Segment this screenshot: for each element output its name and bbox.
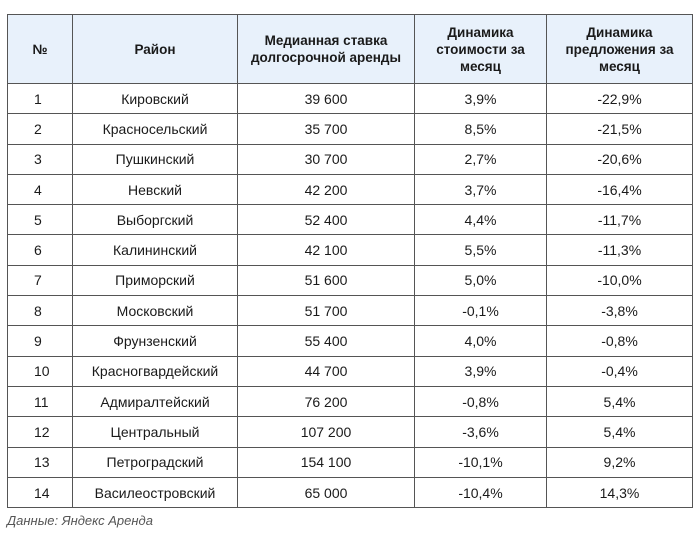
cell-supply-dynamics: -16,4% <box>547 174 693 204</box>
cell-price-dynamics: 5,5% <box>415 235 547 265</box>
cell-num: 2 <box>8 114 73 144</box>
cell-median-rate: 55 400 <box>238 326 415 356</box>
table-row <box>8 477 693 507</box>
cell-num: 12 <box>8 417 73 447</box>
table-body <box>8 84 693 508</box>
cell-median-rate: 39 600 <box>238 84 415 114</box>
cell-supply-dynamics: -10,0% <box>547 265 693 295</box>
cell-median-rate: 51 600 <box>238 265 415 295</box>
cell-median-rate: 42 200 <box>238 174 415 204</box>
cell-num: 11 <box>8 386 73 416</box>
cell-supply-dynamics: -11,3% <box>547 235 693 265</box>
cell-supply-dynamics: -0,4% <box>547 356 693 386</box>
cell-median-rate: 65 000 <box>238 477 415 507</box>
cell-price-dynamics: 3,9% <box>415 84 547 114</box>
cell-median-rate: 52 400 <box>238 205 415 235</box>
cell-num: 9 <box>8 326 73 356</box>
table-row <box>8 296 693 326</box>
cell-district: Кировский <box>73 84 238 114</box>
cell-district: Красногвардейский <box>73 356 238 386</box>
cell-district: Приморский <box>73 265 238 295</box>
cell-supply-dynamics: 5,4% <box>547 417 693 447</box>
table-row <box>8 356 693 386</box>
cell-district: Василеостровский <box>73 477 238 507</box>
cell-num: 3 <box>8 144 73 174</box>
source-caption: Данные: Яндекс Аренда <box>7 513 153 528</box>
header-row <box>8 15 693 84</box>
table-row <box>8 265 693 295</box>
cell-median-rate: 44 700 <box>238 356 415 386</box>
cell-num: 13 <box>8 447 73 477</box>
cell-district: Пушкинский <box>73 144 238 174</box>
table-row <box>8 235 693 265</box>
cell-district: Выборгский <box>73 205 238 235</box>
cell-median-rate: 42 100 <box>238 235 415 265</box>
cell-supply-dynamics: 9,2% <box>547 447 693 477</box>
cell-district: Московский <box>73 296 238 326</box>
cell-num: 6 <box>8 235 73 265</box>
cell-price-dynamics: -10,1% <box>415 447 547 477</box>
cell-price-dynamics: -0,8% <box>415 386 547 416</box>
table-row <box>8 114 693 144</box>
cell-price-dynamics: 8,5% <box>415 114 547 144</box>
cell-district: Невский <box>73 174 238 204</box>
cell-num: 7 <box>8 265 73 295</box>
cell-num: 1 <box>8 84 73 114</box>
cell-price-dynamics: 5,0% <box>415 265 547 295</box>
cell-num: 4 <box>8 174 73 204</box>
header-district: Район <box>73 15 238 84</box>
rent-table <box>7 14 693 508</box>
cell-median-rate: 51 700 <box>238 296 415 326</box>
cell-supply-dynamics: -20,6% <box>547 144 693 174</box>
cell-supply-dynamics: 14,3% <box>547 477 693 507</box>
cell-district: Калининский <box>73 235 238 265</box>
cell-price-dynamics: -3,6% <box>415 417 547 447</box>
cell-price-dynamics: 4,0% <box>415 326 547 356</box>
cell-supply-dynamics: -22,9% <box>547 84 693 114</box>
cell-num: 14 <box>8 477 73 507</box>
cell-price-dynamics: -0,1% <box>415 296 547 326</box>
cell-district: Фрунзенский <box>73 326 238 356</box>
table-header <box>8 15 693 84</box>
cell-median-rate: 107 200 <box>238 417 415 447</box>
header-price-dynamics: Динамика стоимости за месяц <box>415 15 547 84</box>
cell-price-dynamics: 3,7% <box>415 174 547 204</box>
cell-district: Петроградский <box>73 447 238 477</box>
table-row <box>8 447 693 477</box>
cell-num: 8 <box>8 296 73 326</box>
header-median-rate: Медианная ставка долгосрочной аренды <box>238 15 415 84</box>
cell-price-dynamics: -10,4% <box>415 477 547 507</box>
cell-num: 5 <box>8 205 73 235</box>
table-row <box>8 326 693 356</box>
cell-district: Красносельский <box>73 114 238 144</box>
cell-price-dynamics: 4,4% <box>415 205 547 235</box>
cell-median-rate: 35 700 <box>238 114 415 144</box>
cell-supply-dynamics: 5,4% <box>547 386 693 416</box>
table-row <box>8 417 693 447</box>
cell-price-dynamics: 3,9% <box>415 356 547 386</box>
header-num: № <box>8 15 73 84</box>
cell-supply-dynamics: -11,7% <box>547 205 693 235</box>
cell-price-dynamics: 2,7% <box>415 144 547 174</box>
cell-supply-dynamics: -0,8% <box>547 326 693 356</box>
cell-district: Центральный <box>73 417 238 447</box>
table-row <box>8 205 693 235</box>
table-row <box>8 144 693 174</box>
cell-district: Адмиралтейский <box>73 386 238 416</box>
header-supply-dynamics: Динамика предложения за месяц <box>547 15 693 84</box>
cell-supply-dynamics: -21,5% <box>547 114 693 144</box>
cell-supply-dynamics: -3,8% <box>547 296 693 326</box>
cell-num: 10 <box>8 356 73 386</box>
table-row <box>8 386 693 416</box>
cell-median-rate: 30 700 <box>238 144 415 174</box>
cell-median-rate: 154 100 <box>238 447 415 477</box>
cell-median-rate: 76 200 <box>238 386 415 416</box>
table-row <box>8 174 693 204</box>
table-row <box>8 84 693 114</box>
